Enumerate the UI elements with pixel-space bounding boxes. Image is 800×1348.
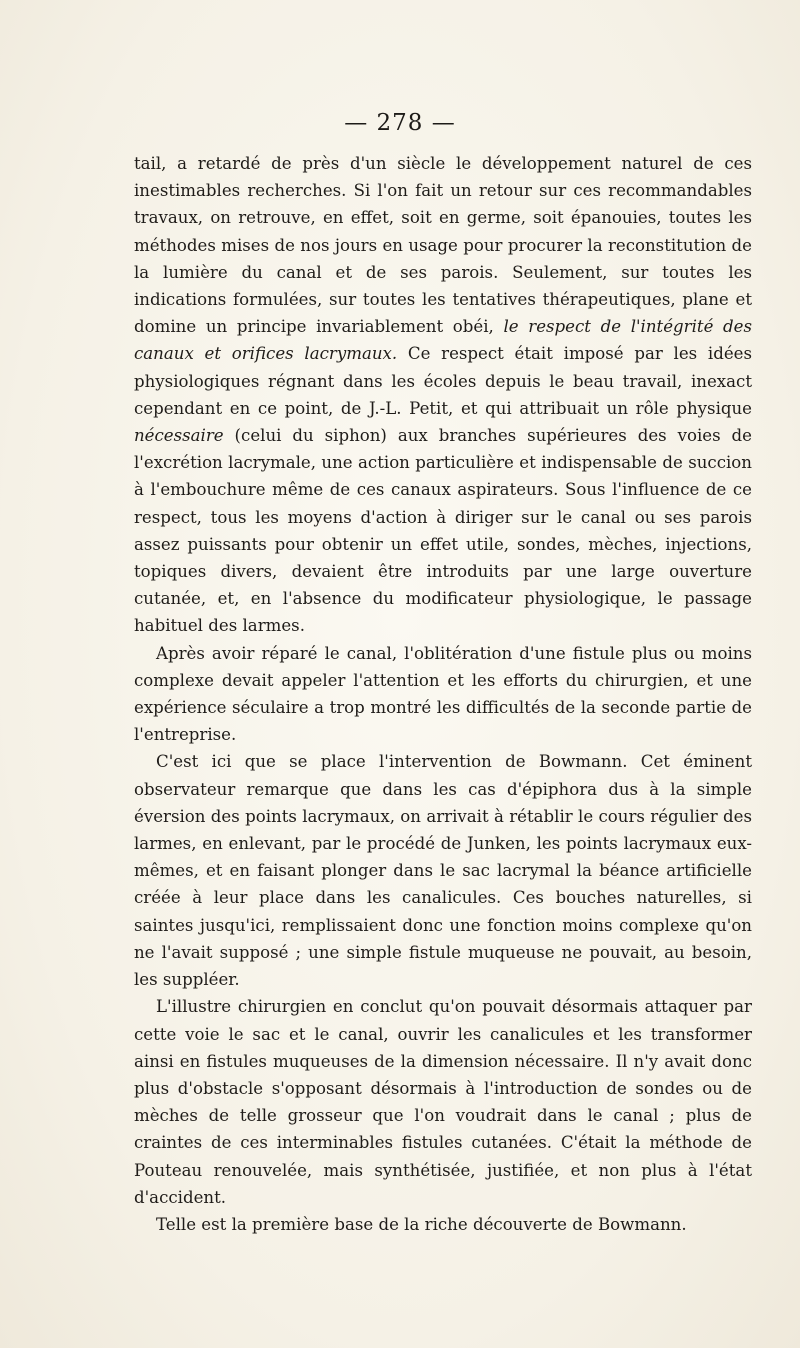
paragraph-1 (134, 150, 752, 640)
body-text (134, 150, 752, 1238)
paragraph-4 (134, 993, 752, 1211)
text-segment: Telle est la première base de la riche découverte de Bowmann. (156, 1214, 687, 1234)
paragraph-3 (134, 748, 752, 993)
text-segment: L'illustre chirurgien en conclut qu'on pouvait désormais attaquer par cette voie le sac et le canal, ouvrir les canalicules et les transformer ainsi en fistules muqueuses de la dimension nécessaire. Il n'y avait donc plus d'obstacle s'opposant désormais à l'introduction de sondes ou de mèches de telle grosseur que l'on voudrait dans le canal ; plus de craintes de ces interminables fistules cutanées. C'était la méthode de Pouteau renouvelée, mais synthétisée, justifiée, et non plus à l'état d'accident. (134, 997, 752, 1207)
italic-segment: le respect de l'intégrité des canaux et orifices lacrymaux. (134, 317, 753, 364)
page-number: — 278 — (344, 110, 456, 136)
text-segment: (celui du siphon) aux branches supérieures des voies de l'excrétion lacrymale, une action particulière et indispensable de succion à l'embouchure même de ces canaux aspirateurs. Sous l'influence de ce respect, tous les moyens d'action à diriger sur le canal ou ses parois assez puissants pour obtenir un effet utile, sondes, mèches, injections, topiques divers, devaient être introduits par une large ouverture cutanée, et, en l'absence du modificateur physiologique, le passage habituel des larmes. (134, 426, 752, 636)
paragraph-5 (134, 1211, 752, 1238)
italic-segment: nécessaire (134, 426, 224, 446)
text-segment: Ce respect était imposé par les idées physiologiques régnant dans les écoles depuis le beau travail, inexact cependant en ce point, de J.-L. Petit, et qui attribuait un rôle physique (134, 344, 752, 418)
text-segment: C'est ici que se place l'intervention de Bowmann. Cet éminent observateur remarque que dans les cas d'épiphora dus à la simple éversion des points lacrymaux, on arrivait à rétablir le cours régulier des larmes, en enlevant, par le procédé de Junken, les points lacrymaux eux-mêmes, et en faisant plonger dans le sac lacrymal la béance artificielle créée à leur place dans les canalicules. Ces bouches naturelles, si saintes jusqu'ici, remplissaient donc une fonction moins complexe qu'on ne l'avait supposé ; une simple fistule muqueuse ne pouvait, au besoin, les suppléer. (134, 752, 752, 990)
text-segment: Après avoir réparé le canal, l'oblitération d'une fistule plus ou moins complexe devait appeler l'attention et les efforts du chirurgien, et une expérience séculaire a trop montré les difficultés de la seconde partie de l'entreprise. (134, 643, 752, 745)
text-segment: tail, a retardé de près d'un siècle le développement naturel de ces inestimables recherches. Si l'on fait un retour sur ces recommandables travaux, on retrouve, en effet, soit en germe, soit épanouies, toutes les méthodes mises de nos jours en usage pour procurer la reconstitution de la lumière du canal et de ses parois. Seulement, sur toutes les indications formulées, sur toutes les tentatives thérapeutiques, plane et domine un principe invariablement obéi, (134, 154, 752, 337)
paragraph-2 (134, 640, 752, 749)
